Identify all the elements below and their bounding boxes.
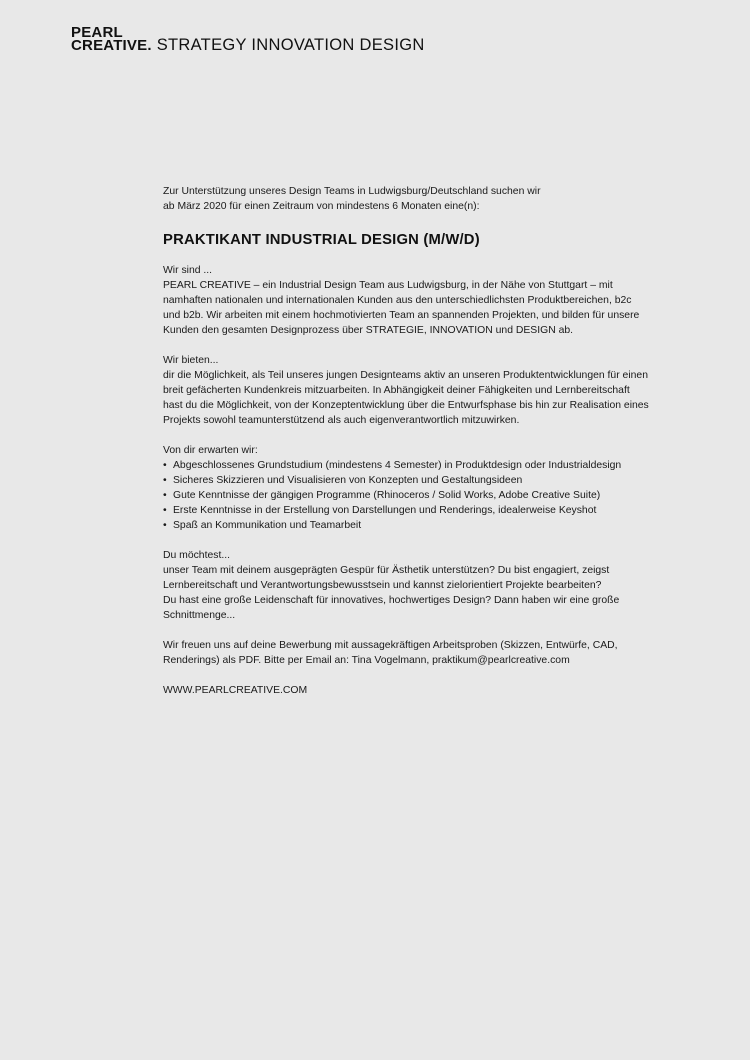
section-moechtest [163,548,703,623]
website-link[interactable]: WWW.PEARLCREATIVE.COM [163,685,308,696]
paragraph-line: hast du die Möglichkeit, von der Konzeptentwicklung über die Entwurfsphase bis hin zur Realisation eines [163,400,649,411]
pearl-creative-logo [71,26,152,52]
list-item: • Sicheres Skizzieren und Visualisieren von Konzepten und Gestaltungsideen [163,473,703,488]
tagline: STRATEGY INNOVATION DESIGN [156,36,425,54]
paragraph-line: und b2b. Wir arbeiten mit einem hochmotivierten Team an spannenden Projekten, und bilden für unsere [163,310,640,321]
paragraph-line: breit gefächerten Kundenkreis mitzuarbeiten. In Abhängigkeit deiner Fähigkeiten und Lernbereitschaft [163,385,630,396]
intro-line: Zur Unterstützung unseres Design Teams in Ludwigsburg/Deutschland suchen wir [163,186,541,197]
section-heading: Von dir erwarten wir: [163,445,258,456]
paragraph-line: Kunden den gesamten Designprozess über STRATEGIE, INNOVATION und DESIGN ab. [163,325,574,336]
list-item: • Abgeschlossenes Grundstudium (mindestens 4 Semester) in Produktdesign oder Industrialdesign [163,458,703,473]
paragraph-line: Projekts sowohl teamunterstützend als auch eigenverantwortlich mitzuwirken. [163,415,520,426]
paragraph-line: Du hast eine große Leidenschaft für innovatives, hochwertiges Design? Dann haben wir eine große [163,595,620,606]
paragraph-line: namhaften nationalen und internationalen Kunden aus den unterschiedlichsten Produktbereichen, b2c [163,295,632,306]
section-bewerbung [163,638,703,668]
job-title: PRAKTIKANT INDUSTRIAL DESIGN (M/W/D) [163,232,480,248]
logo-line-2: CREATIVE. [71,37,152,54]
list-item: • Erste Kenntnisse in der Erstellung von Darstellungen und Renderings, idealerweise Keyshot [163,503,703,518]
section-wir-bieten [163,353,703,428]
list-item: • Gute Kenntnisse der gängigen Programme (Rhinoceros / Solid Works, Adobe Creative Suite) [163,488,703,503]
job-posting [163,184,703,708]
section-heading: Wir sind ... [163,265,213,276]
paragraph-line: Lernbereitschaft und Verantwortungsbewusstsein und kannst zielorientiert Projekte bearbeiten? [163,580,602,591]
section-heading: Du möchtest... [163,550,230,561]
paragraph-line: Wir freuen uns auf deine Bewerbung mit aussagekräftigen Arbeitsproben (Skizzen, Entwürfe, CAD, [163,640,618,651]
intro-text [163,184,703,214]
section-wir-sind [163,263,703,338]
page-header [71,26,425,52]
paragraph-line: Renderings) als PDF. Bitte per Email an: Tina Vogelmann, praktikum@pearlcreative.com [163,655,570,666]
paragraph-line: dir die Möglichkeit, als Teil unseres jungen Designteams aktiv an unseren Produktentwicklungen für einen [163,370,648,381]
paragraph-line: Schnittmenge... [163,610,236,621]
paragraph-line: PEARL CREATIVE – ein Industrial Design Team aus Ludwigsburg, in der Nähe von Stuttgart – mit [163,280,613,291]
intro-line: ab März 2020 für einen Zeitraum von mindestens 6 Monaten eine(n): [163,201,480,212]
section-heading: Wir bieten... [163,355,219,366]
logo-line-1: PEARL [71,24,123,41]
section-erwarten [163,443,703,533]
paragraph-line: unser Team mit deinem ausgeprägten Gespür für Ästhetik unterstützen? Du bist engagiert, zeigst [163,565,610,576]
requirements-list [163,458,703,533]
list-item: • Spaß an Kommunikation und Teamarbeit [163,518,703,533]
